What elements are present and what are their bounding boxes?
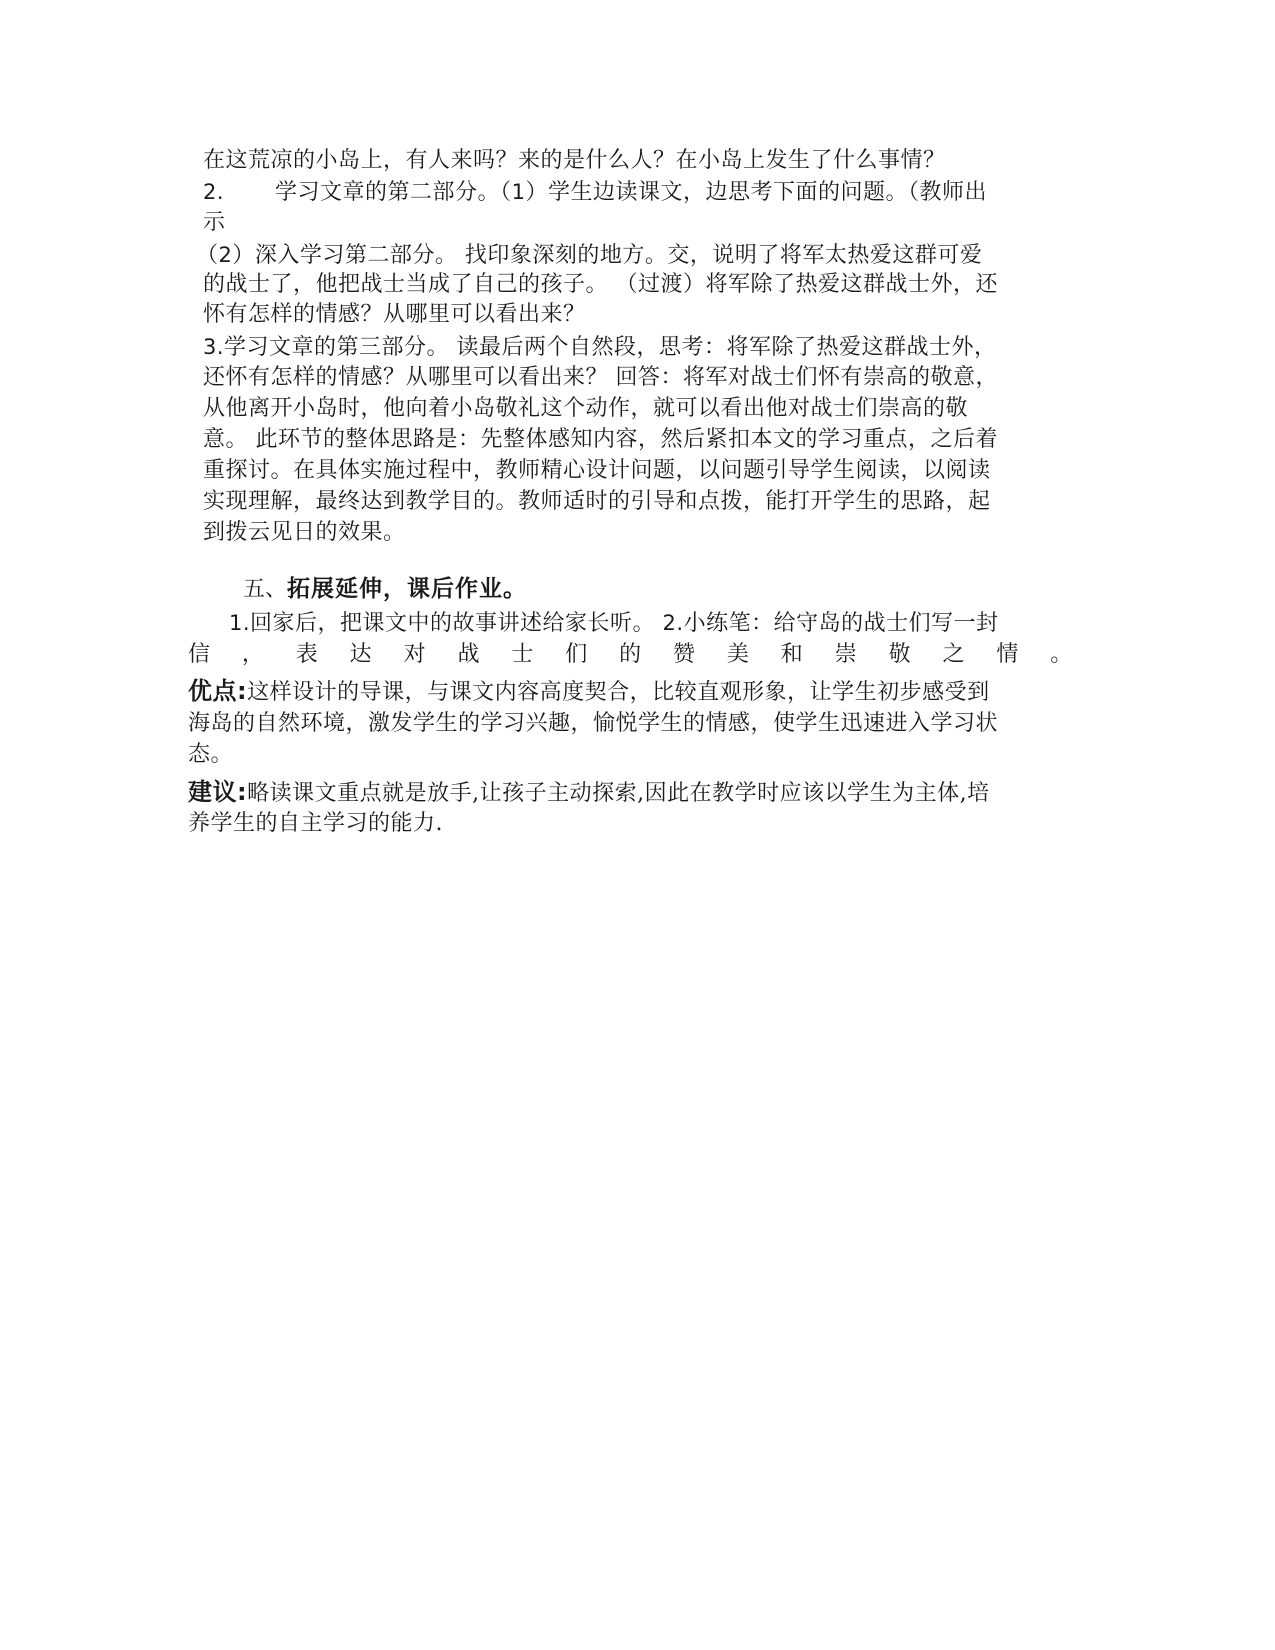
- homework-line-2-char: 情: [996, 642, 1019, 667]
- item-2-line-2-text: 示: [203, 210, 226, 235]
- para-2-open-paren: （: [196, 243, 219, 268]
- item-3-line-6-text: 实现理解，最终达到教学目的。教师适时的引导和点拨，能打开学生的思路，起: [203, 489, 991, 514]
- item-3-line-4: [203, 425, 1088, 455]
- merit-colon: :: [237, 677, 248, 705]
- merit-line-1-text: 这样设计的导课，与课文内容高度契合，比较直观形象，让学生初步感受到: [247, 680, 990, 705]
- homework-line-2-char: 和: [780, 642, 804, 667]
- homework-1-number: 1.: [229, 611, 251, 635]
- homework-line-2: [188, 640, 1073, 670]
- homework-line-2-spread: [188, 640, 1073, 670]
- homework-line-2-char: 战: [457, 642, 480, 667]
- homework-line-2-char: 表: [295, 642, 319, 667]
- suggest-colon: :: [237, 778, 248, 806]
- suggest-line-1: [188, 777, 1088, 809]
- section-5-heading: [243, 573, 527, 606]
- suggest-line-2-text: 养学生的自主学习的能力.: [188, 811, 443, 836]
- intro-question-line: [203, 146, 1088, 176]
- item-2-sub-number: 1: [511, 180, 526, 204]
- homework-1-text: 回家后，把课文中的故事讲述给家长听。: [250, 611, 663, 636]
- merit-label: 优点: [188, 677, 237, 705]
- item-2-rest: ）学生边读课文，边思考下面的问题。（教师出: [525, 180, 987, 205]
- section-5-title: 拓展延伸，课后作业。: [287, 576, 528, 602]
- suggest-label: 建议: [188, 778, 237, 806]
- merit-line-3-text: 态。: [188, 742, 234, 767]
- suggest-line-1-text: 略读课文重点就是放手,让孩子主动探索,因此在教学时应该以学生为主体,培: [247, 781, 990, 806]
- homework-line-2-char: ，: [241, 642, 265, 667]
- para-2-line-3-text: 怀有怎样的情感？从哪里可以看出来？: [203, 302, 586, 327]
- item-3-line-3: [203, 394, 1088, 424]
- item-3-line-2-text: 还怀有怎样的情感？从哪里可以看出来？ 回答：将军对战士们怀有崇高的敬意，: [203, 365, 998, 390]
- item-2-line-1: [203, 177, 1088, 208]
- merit-line-2-text: 海岛的自然环境，激发学生的学习兴趣，愉悦学生的情感，使学生迅速进入学习状: [188, 711, 999, 736]
- homework-line-2-char: 们: [565, 642, 588, 667]
- item-3-line-5: [203, 456, 1088, 486]
- homework-line-2-char: 崇: [834, 642, 858, 667]
- merit-line-3: [188, 740, 1088, 770]
- homework-line-2-char: 信: [188, 642, 211, 667]
- item-3-number: 3.: [203, 335, 225, 359]
- para-2-line-1: [196, 240, 1081, 271]
- homework-line-2-char: 赞: [673, 642, 696, 667]
- homework-line-1: [229, 608, 999, 639]
- homework-line-2-char: 达: [349, 642, 373, 667]
- item-2-text: 学习文章的第二部分。（: [275, 180, 512, 205]
- homework-line-2-char: 士: [511, 642, 534, 667]
- para-2-line-3: [203, 300, 1088, 330]
- intro-question-text: 在这荒凉的小岛上，有人来吗？来的是什么人？在小岛上发生了什么事情？: [203, 148, 946, 173]
- item-3-line-4-text: 意。 此环节的整体思路是：先整体感知内容，然后紧扣本文的学习重点，之后着: [203, 427, 998, 452]
- item-3-line-6: [203, 487, 1088, 517]
- section-5-prefix: 五、: [243, 577, 288, 602]
- merit-line-2: [188, 709, 1088, 739]
- item-2-number: 2.: [203, 180, 225, 204]
- homework-line-2-char: 美: [726, 642, 750, 667]
- item-3-line-5-text: 重探讨。在具体实施过程中，教师精心设计问题，以问题引导学生阅读，以阅读: [203, 458, 991, 483]
- homework-line-2-char: 。: [1050, 642, 1073, 667]
- item-3-line-7: [203, 518, 1088, 548]
- item-2-line-2: [203, 208, 1088, 238]
- homework-line-2-char: 敬: [888, 642, 912, 667]
- para-2-line-2: [203, 270, 1088, 300]
- para-2-number: 2: [218, 243, 233, 267]
- suggest-line-2: [188, 809, 1088, 839]
- item-3-line-3-text: 从他离开小岛时，他向着小岛敬礼这个动作，就可以看出他对战士们崇高的敬: [203, 396, 969, 421]
- homework-2-text: 小练笔：给守岛的战士们写一封: [683, 611, 999, 636]
- item-3-line-2: [203, 363, 1088, 393]
- para-2-line-2-text: 的战士了，他把战士当成了自己的孩子。 （过渡）将军除了热爱这群战士外，还: [203, 272, 998, 297]
- homework-line-2-char: 对: [403, 642, 427, 667]
- merit-line-1: [188, 676, 1088, 708]
- homework-line-2-char: 的: [619, 642, 642, 667]
- homework-2-number: 2.: [662, 611, 684, 635]
- homework-line-2-char: 之: [942, 642, 965, 667]
- para-2-line-1-text: ）深入学习第二部分。 找印象深刻的地方。交，说明了将军太热爱这群可爱: [232, 243, 983, 268]
- item-3-line-1: [203, 332, 1088, 363]
- item-3-line-1-text: 学习文章的第三部分。 读最后两个自然段，思考：将军除了热爱这群战士外，: [224, 335, 997, 360]
- item-3-line-7-text: 到拨云见日的效果。: [203, 520, 406, 545]
